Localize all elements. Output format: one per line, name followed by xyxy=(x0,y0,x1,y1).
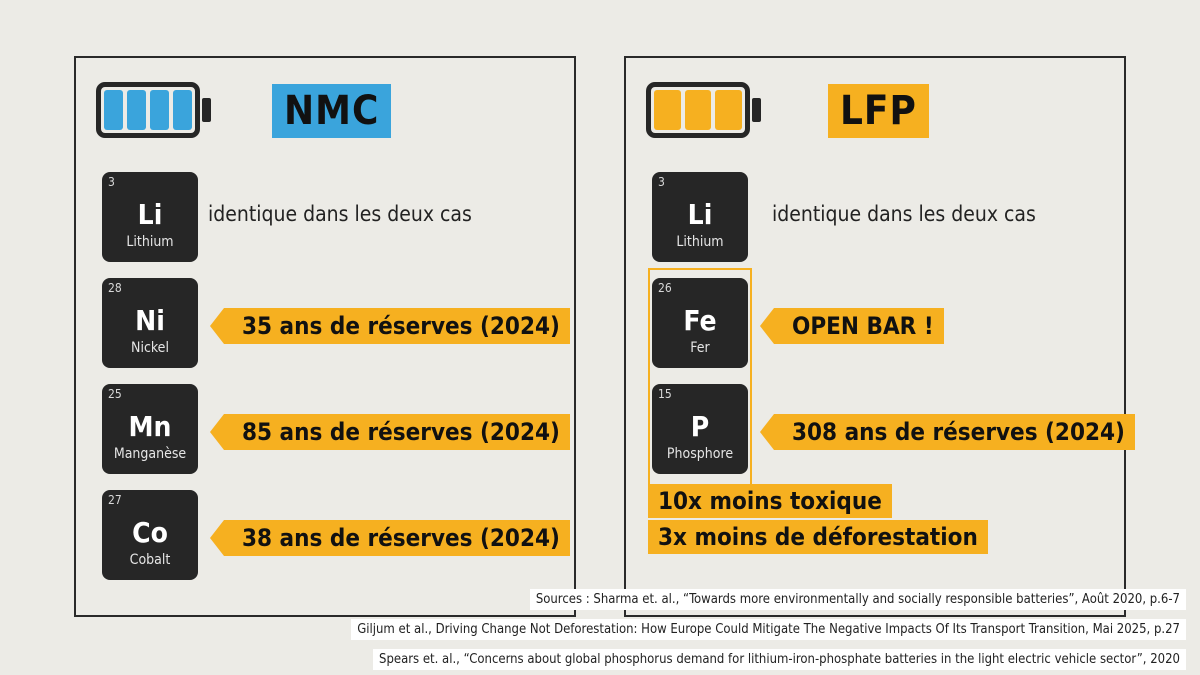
nmc-label: NMC xyxy=(272,84,391,138)
cobalt-reserves-tag: 38 ans de réserves (2024) xyxy=(224,520,570,556)
element-tile-cobalt xyxy=(102,490,198,580)
atomic-number: 3 xyxy=(108,175,115,189)
atomic-number: 26 xyxy=(658,281,672,295)
element-name: Fer xyxy=(690,340,710,356)
lfp-label: LFP xyxy=(828,84,929,138)
lfp-panel xyxy=(624,56,1126,617)
phosphorus-reserves-tag: 308 ans de réserves (2024) xyxy=(774,414,1135,450)
source-line-3: Spears et. al., “Concerns about global phosphorus demand for lithium-iron-phosphate batteries in the light electric vehicle sector”, 2020 xyxy=(373,649,1186,670)
element-tile-phosphorus xyxy=(652,384,748,474)
element-name: Nickel xyxy=(131,340,169,356)
battery-icon xyxy=(96,82,200,138)
iron-open-bar-tag: OPEN BAR ! xyxy=(774,308,944,344)
deforestation-badge: 3x moins de déforestation xyxy=(648,520,988,554)
element-name: Phosphore xyxy=(666,446,734,462)
element-tile-lithium xyxy=(652,172,748,262)
element-name: Lithium xyxy=(126,234,174,250)
manganese-reserves-tag: 85 ans de réserves (2024) xyxy=(224,414,570,450)
element-symbol: Fe xyxy=(683,304,717,337)
lithium-note: identique dans les deux cas xyxy=(772,202,1036,226)
atomic-number: 15 xyxy=(658,387,672,401)
element-tile-nickel xyxy=(102,278,198,368)
element-tile-manganese xyxy=(102,384,198,474)
element-symbol: Ni xyxy=(135,304,165,337)
atomic-number: 27 xyxy=(108,493,122,507)
element-symbol: Mn xyxy=(128,410,172,443)
nmc-panel xyxy=(74,56,576,617)
element-symbol: P xyxy=(690,410,710,443)
lithium-note: identique dans les deux cas xyxy=(208,202,472,226)
nickel-reserves-tag: 35 ans de réserves (2024) xyxy=(224,308,570,344)
source-line-1: Sources : Sharma et. al., “Towards more environmentally and socially responsible batteries”, Août 2020, p.6-7 xyxy=(530,589,1186,610)
element-tile-iron xyxy=(652,278,748,368)
battery-icon xyxy=(646,82,750,138)
toxicity-badge: 10x moins toxique xyxy=(648,484,892,518)
element-name: Manganèse xyxy=(113,446,187,462)
atomic-number: 28 xyxy=(108,281,122,295)
element-name: Cobalt xyxy=(129,552,171,568)
element-symbol: Li xyxy=(137,198,163,231)
element-tile-lithium xyxy=(102,172,198,262)
element-symbol: Li xyxy=(687,198,713,231)
atomic-number: 3 xyxy=(658,175,665,189)
element-symbol: Co xyxy=(132,516,168,549)
element-name: Lithium xyxy=(676,234,724,250)
atomic-number: 25 xyxy=(108,387,122,401)
source-line-2: Giljum et al., Driving Change Not Deforestation: How Europe Could Mitigate The Negative Impacts Of Its Transport Transition, Mai 2025, p.27 xyxy=(351,619,1186,640)
